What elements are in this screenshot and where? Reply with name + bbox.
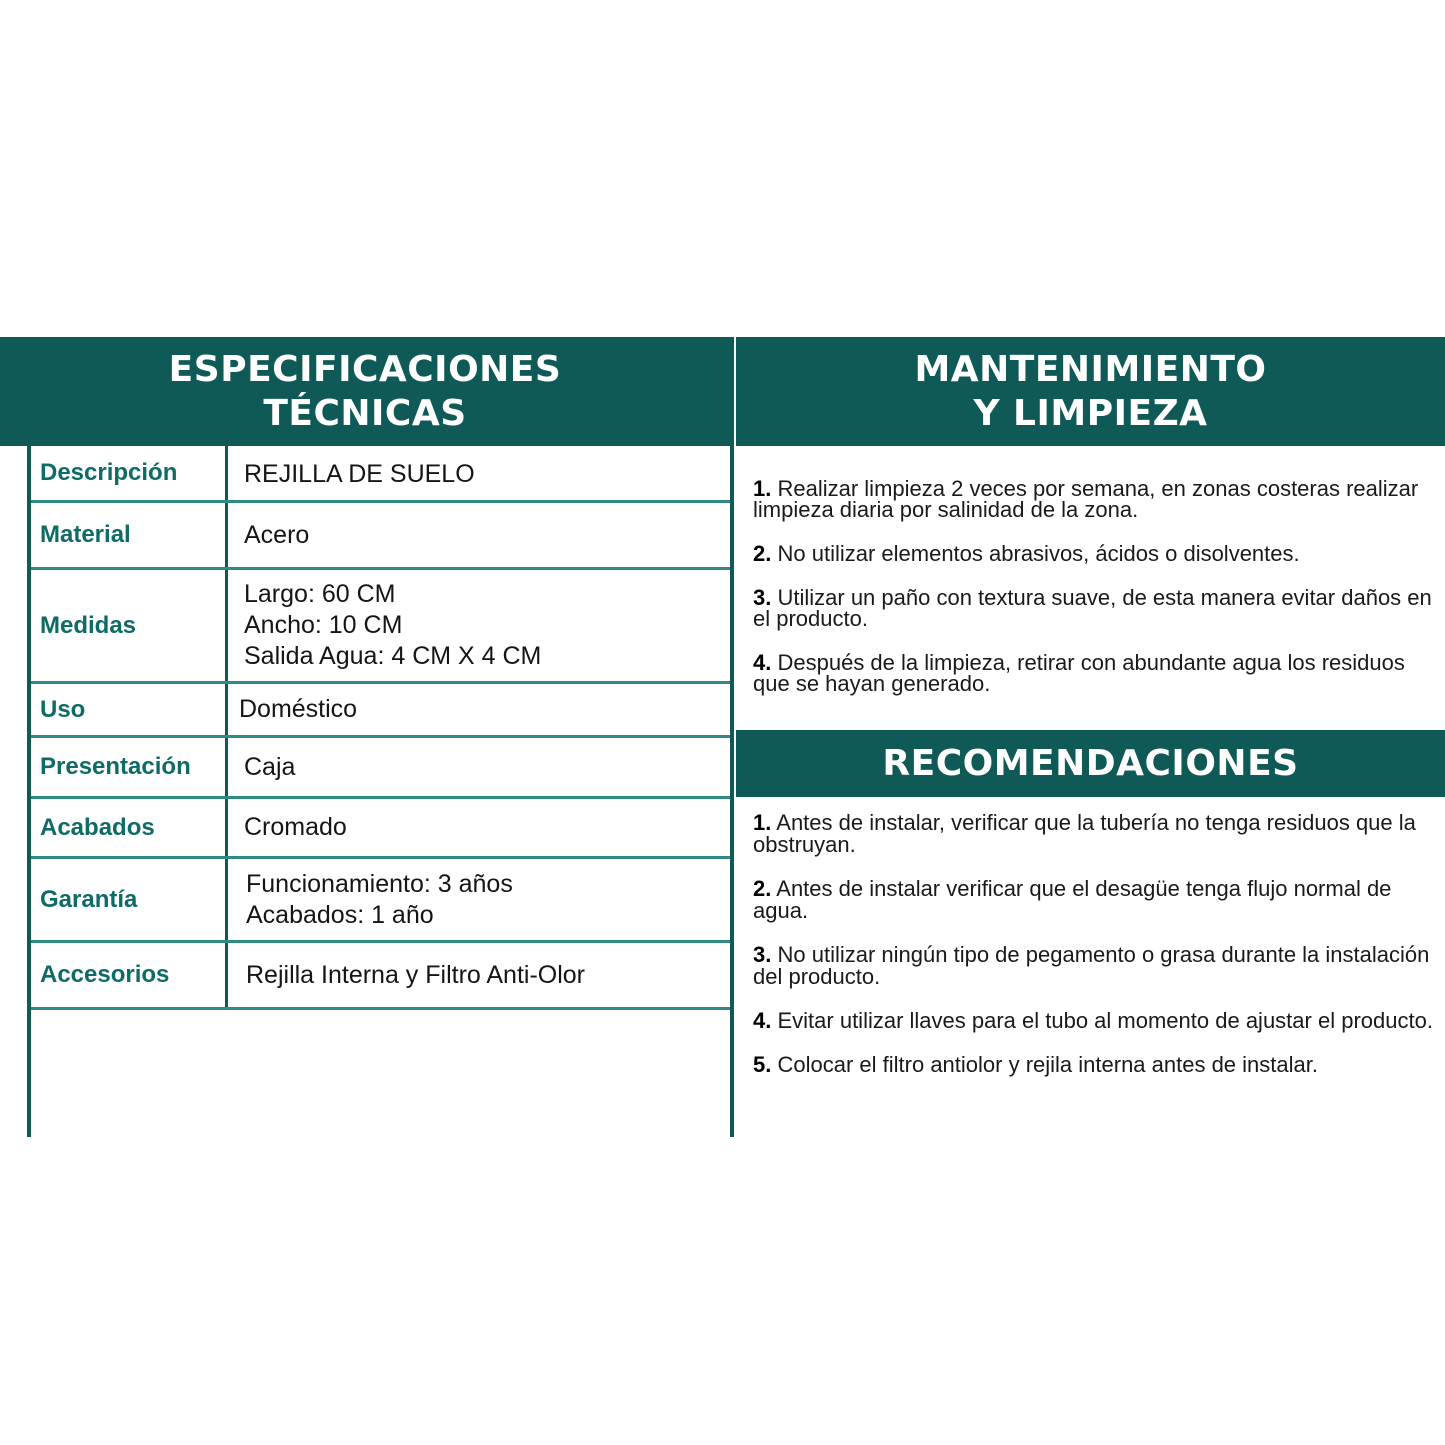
spec-key: Material bbox=[31, 503, 228, 567]
item-number: 3. bbox=[753, 585, 772, 610]
spec-value bbox=[228, 799, 730, 856]
spec-value-line: Ancho: 10 CM bbox=[244, 611, 403, 639]
spec-value-line: Largo: 60 CM bbox=[244, 580, 396, 608]
list-item bbox=[753, 652, 1433, 694]
spec-value-line: Caja bbox=[244, 752, 296, 781]
column-divider bbox=[730, 337, 734, 1137]
item-number: 4. bbox=[753, 650, 772, 675]
item-number: 2. bbox=[753, 876, 772, 901]
spec-key: Uso bbox=[31, 684, 228, 735]
spec-value bbox=[228, 684, 730, 735]
spec-key: Presentación bbox=[31, 738, 228, 796]
list-item bbox=[753, 543, 1433, 564]
spec-row-medidas bbox=[31, 570, 730, 684]
spec-value-line: Salida Agua: 4 CM X 4 CM bbox=[244, 642, 542, 670]
item-text: Después de la limpieza, retirar con abundante agua los residuos que se hayan generado. bbox=[753, 650, 1405, 696]
item-number: 1. bbox=[753, 810, 772, 835]
spec-key: Garantía bbox=[31, 859, 228, 940]
item-number: 3. bbox=[753, 942, 772, 967]
spec-value-line: Acabados: 1 año bbox=[246, 900, 434, 929]
spec-value-line: REJILLA DE SUELO bbox=[244, 460, 475, 488]
spec-value-line: Acero bbox=[244, 520, 310, 549]
item-text: Colocar el filtro antiolor y rejila interna antes de instalar. bbox=[777, 1052, 1318, 1077]
item-number: 5. bbox=[753, 1052, 772, 1077]
list-item bbox=[753, 878, 1433, 922]
spec-value bbox=[228, 446, 730, 500]
spec-key: Descripción bbox=[31, 446, 228, 500]
item-text: Antes de instalar verificar que el desagüe tenga flujo normal de agua. bbox=[753, 876, 1392, 923]
recommendations-title: RECOMENDACIONES bbox=[736, 730, 1445, 797]
item-number: 1. bbox=[753, 476, 772, 501]
spec-sheet bbox=[0, 337, 1445, 1137]
list-item bbox=[753, 1054, 1433, 1076]
spec-value bbox=[228, 738, 730, 796]
spec-value-line: Rejilla Interna y Filtro Anti-Olor bbox=[246, 960, 586, 989]
item-text: Antes de instalar, verificar que la tubería no tenga residuos que la obstruyan. bbox=[753, 810, 1416, 857]
spec-value bbox=[228, 503, 730, 567]
item-text: No utilizar ningún tipo de pegamento o grasa durante la instalación del producto. bbox=[753, 942, 1430, 989]
spec-value-line: Cromado bbox=[244, 813, 347, 841]
item-number: 2. bbox=[753, 541, 772, 566]
spec-value bbox=[228, 570, 730, 681]
specs-title-line1: ESPECIFICACIONES bbox=[168, 348, 562, 390]
item-text: No utilizar elementos abrasivos, ácidos o disolventes. bbox=[777, 541, 1300, 566]
maintenance-title bbox=[736, 337, 1445, 446]
specs-panel bbox=[0, 337, 730, 1137]
spec-key: Acabados bbox=[31, 799, 228, 856]
list-item bbox=[753, 812, 1433, 856]
specs-title bbox=[0, 337, 730, 446]
spec-value bbox=[228, 943, 730, 1007]
item-text: Realizar limpieza 2 veces por semana, en zonas costeras realizar limpieza diaria por salinidad de la zona. bbox=[753, 476, 1419, 522]
spec-value-line: Doméstico bbox=[239, 695, 358, 723]
spec-key: Medidas bbox=[31, 570, 228, 681]
care-panel bbox=[736, 337, 1445, 1137]
list-item bbox=[753, 1010, 1433, 1032]
item-text: Utilizar un paño con textura suave, de esta manera evitar daños en el producto. bbox=[753, 585, 1432, 631]
spec-value-line: Funcionamiento: 3 años bbox=[246, 869, 513, 898]
list-item bbox=[753, 478, 1433, 520]
item-number: 4. bbox=[753, 1008, 772, 1033]
spec-value bbox=[228, 859, 730, 940]
spec-row-garantia bbox=[31, 859, 730, 943]
maintenance-title-line1: MANTENIMIENTO bbox=[914, 348, 1267, 390]
list-item bbox=[753, 587, 1433, 629]
spec-row-material bbox=[31, 503, 730, 570]
spec-row-presentacion bbox=[31, 738, 730, 799]
spec-row-acabados bbox=[31, 799, 730, 859]
specs-title-line2: TÉCNICAS bbox=[263, 392, 467, 434]
spec-row-descripcion bbox=[31, 446, 730, 503]
list-item bbox=[753, 944, 1433, 988]
spec-row-uso bbox=[31, 684, 730, 738]
recommendations-list bbox=[753, 812, 1433, 1098]
maintenance-title-line2: Y LIMPIEZA bbox=[973, 392, 1208, 434]
specs-table bbox=[31, 446, 730, 1010]
spec-row-accesorios bbox=[31, 943, 730, 1010]
spec-key: Accesorios bbox=[31, 943, 228, 1007]
item-text: Evitar utilizar llaves para el tubo al momento de ajustar el producto. bbox=[777, 1008, 1433, 1033]
maintenance-list bbox=[753, 478, 1433, 717]
